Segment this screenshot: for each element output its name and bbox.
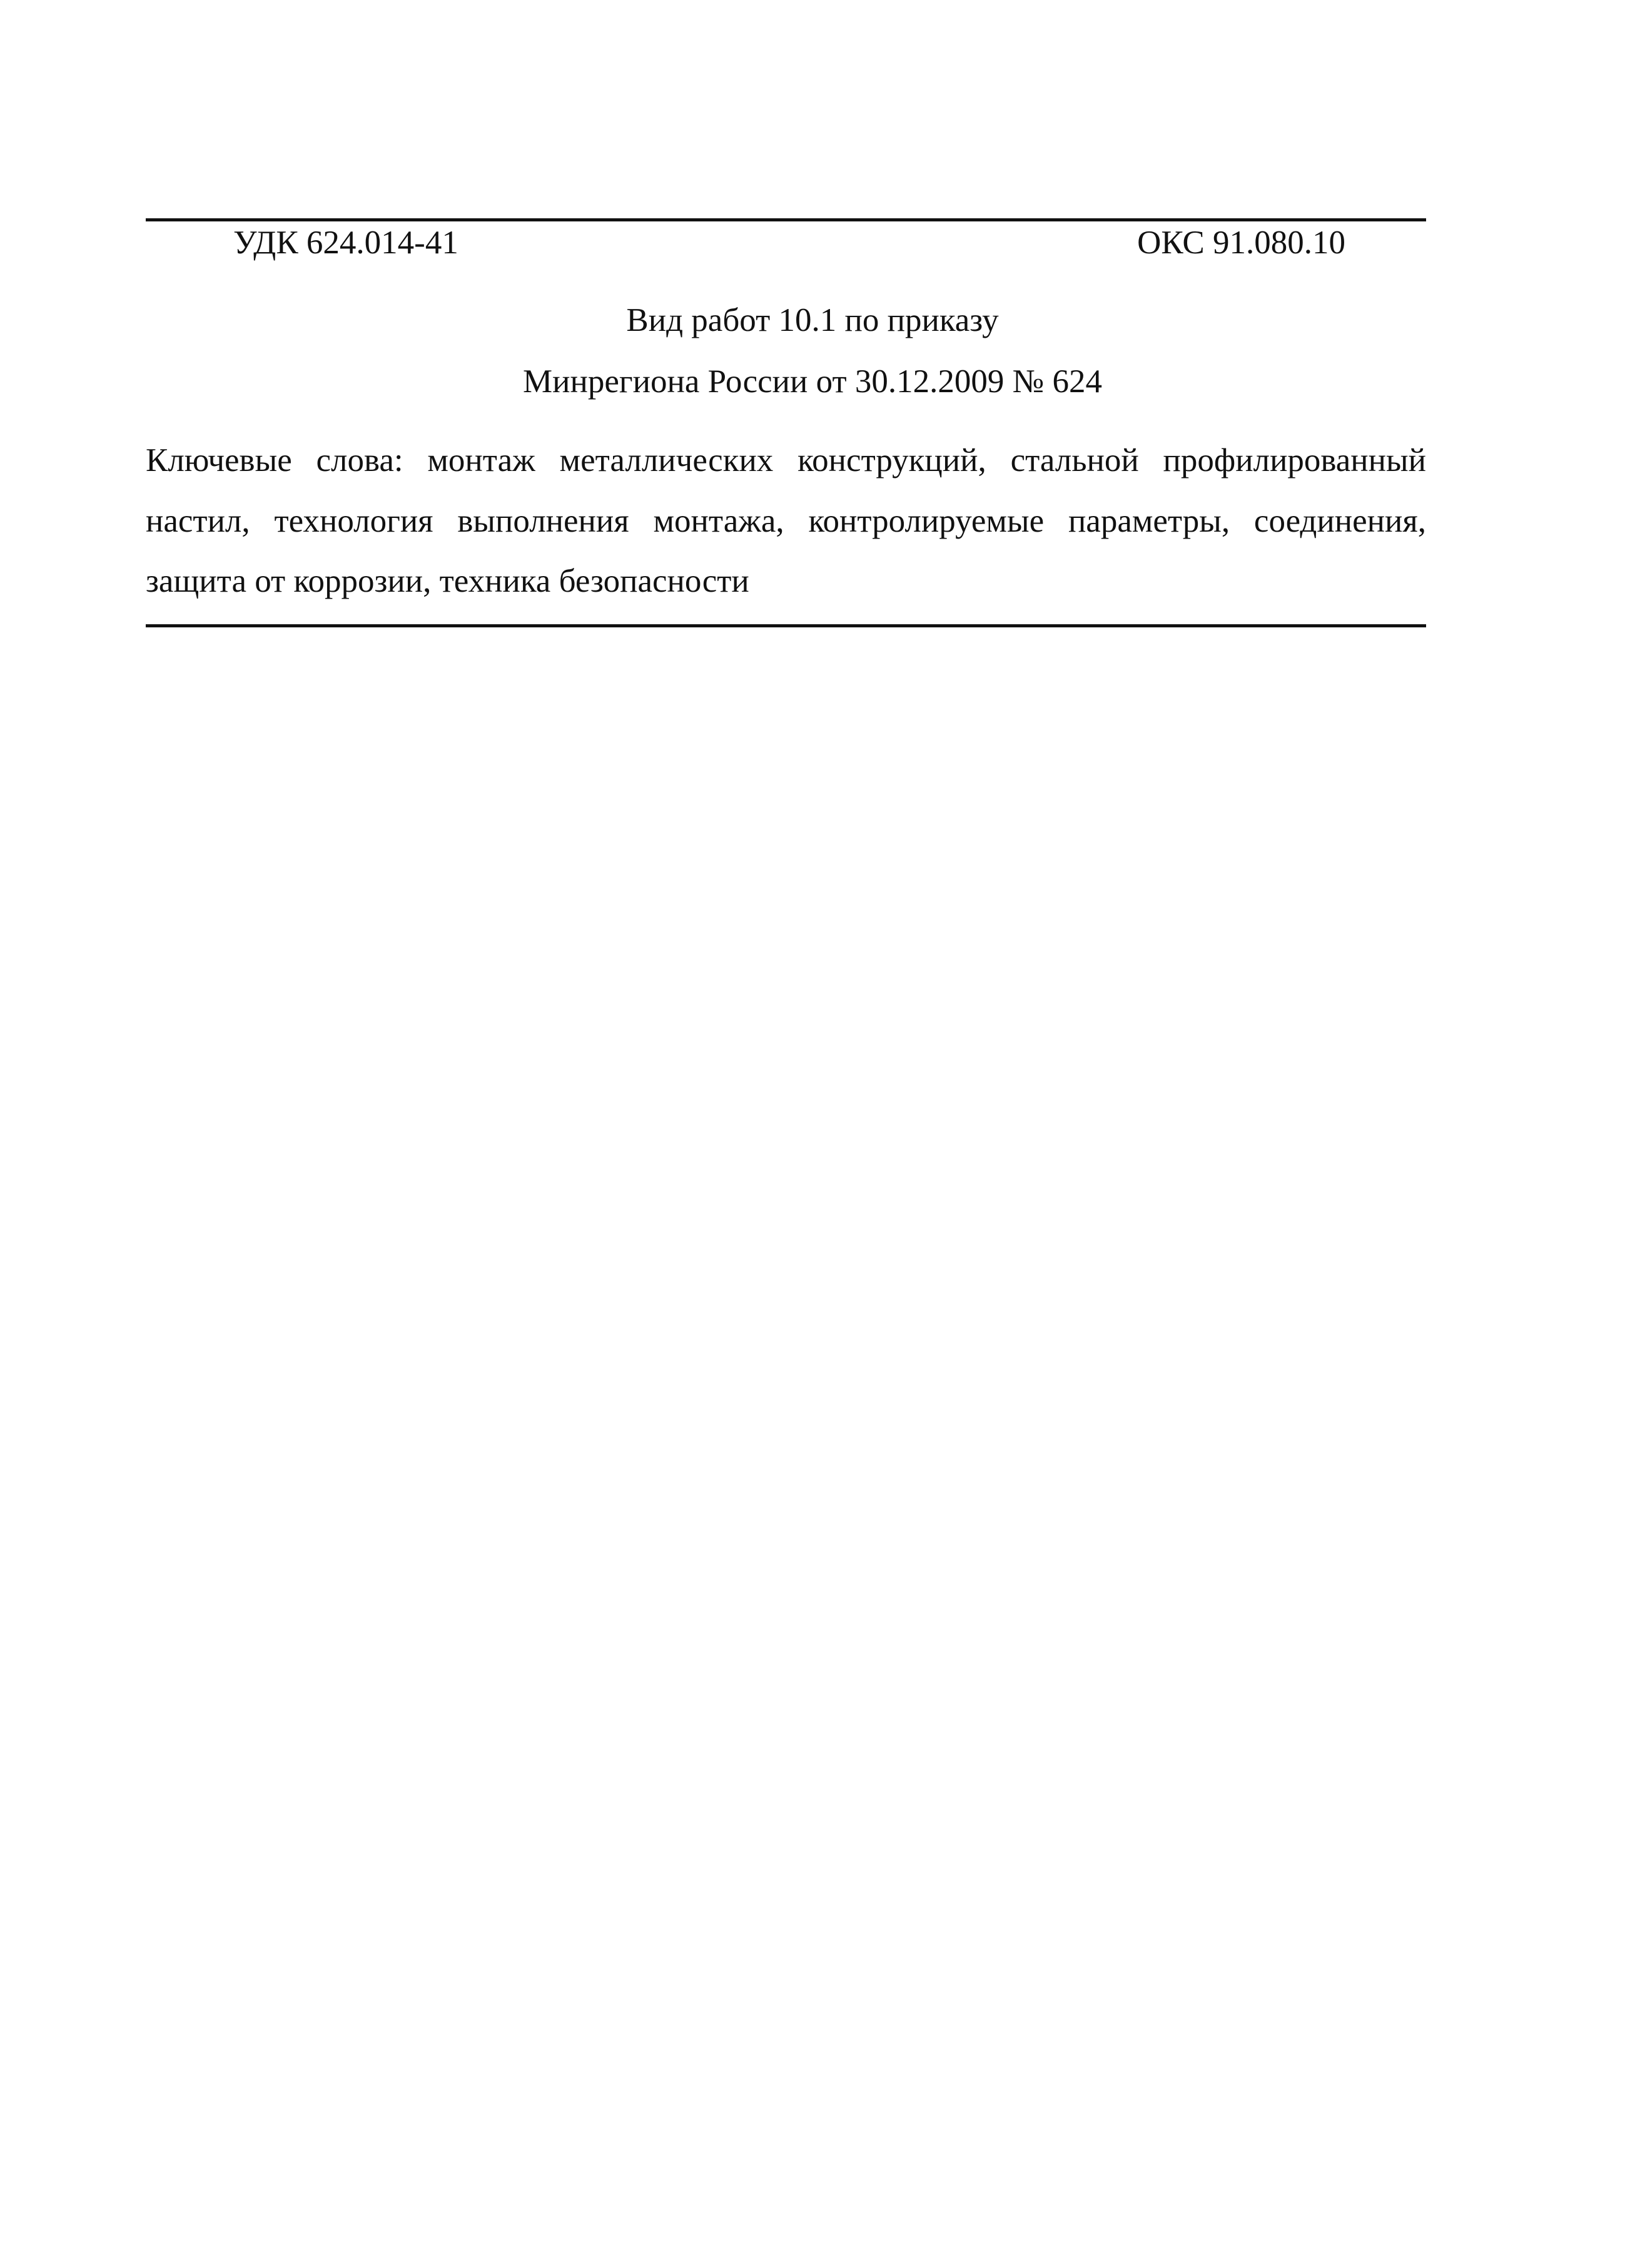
bottom-rule [146,624,1426,627]
work-type-line-1: Вид работ 10.1 по приказу [626,302,999,338]
keywords-line-2: настил, технология выполнения монтажа, контролируемые параметры, соединения, [146,503,1426,539]
top-rule [146,218,1426,221]
udc-code: УДК 624.014-41 [233,225,458,261]
keywords-line-3: защита от коррозии, техника безопасности [146,563,749,599]
oks-code: ОКС 91.080.10 [1137,225,1345,261]
keywords-line-1: Ключевые слова: монтаж металлических конструкций, стальной профилированный [146,442,1426,478]
work-type-line-2: Минрегиона России от 30.12.2009 № 624 [523,363,1102,400]
